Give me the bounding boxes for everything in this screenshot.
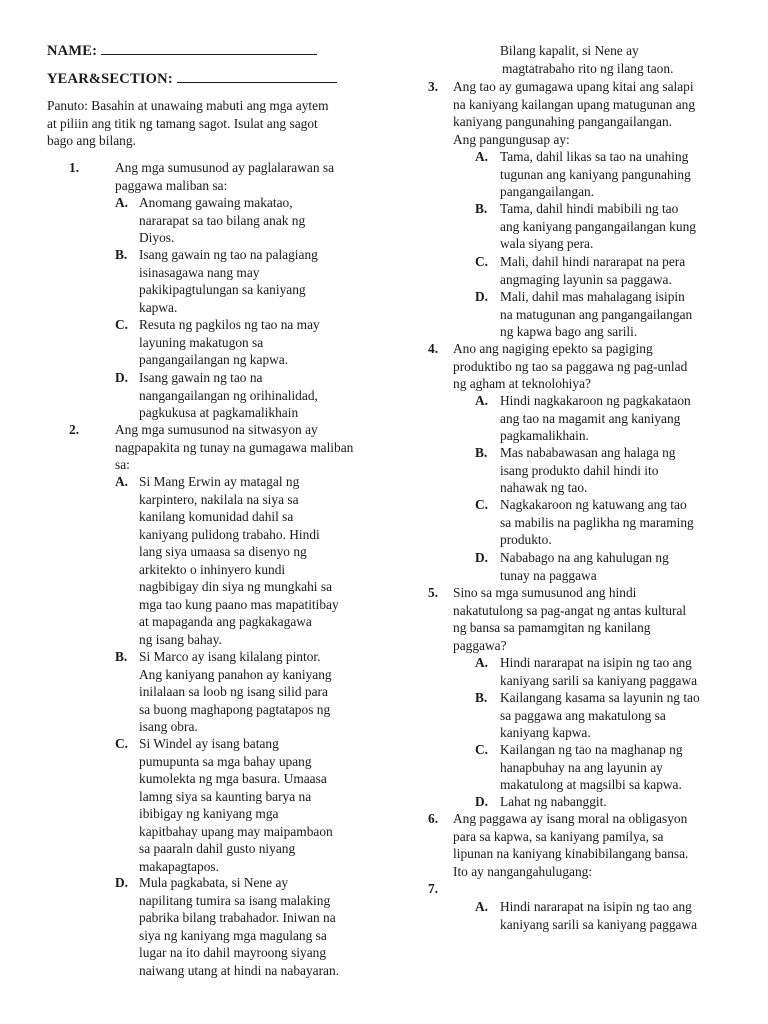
option-letter: A. — [115, 195, 129, 210]
option-text — [500, 689, 700, 742]
year-section-blank-line[interactable] — [177, 70, 337, 83]
option-line: sa buong maghapong pagtatapos ng — [139, 701, 331, 717]
question-stem-line: paggawa? — [453, 637, 507, 653]
question-stem-line: Ang mga sumusunod ay paglalarawan sa — [115, 160, 335, 175]
option-line: lang siya umaasa sa disenyo ng — [139, 544, 307, 559]
question-stem-line: Ang paggawa ay isang moral na obligasyon — [453, 811, 688, 826]
option-text — [139, 874, 339, 979]
option-letter: D. — [115, 875, 129, 890]
option-letter: A. — [115, 474, 129, 489]
option-line: angmaging layunin sa paggawa. — [500, 271, 672, 287]
option-line: lamng siya sa kaunting barya na — [139, 788, 312, 804]
option-text — [500, 549, 669, 584]
question-number: 6. — [428, 811, 439, 826]
option-line: napilitang tumira sa isang malaking — [139, 892, 331, 908]
option-text — [139, 316, 320, 369]
option-line: mga tao kung paano mas mapatitibay — [139, 596, 339, 612]
question-number: 1. — [69, 160, 80, 175]
option-letter: B. — [115, 247, 128, 262]
option-line: Mula pagkabata, si Nene ay — [139, 875, 289, 890]
option-line: Mali, dahil mas mahalagang isipin — [500, 289, 685, 304]
option-line: Tama, dahil hindi mabibili ng tao — [500, 201, 679, 216]
question-stem-line: Ano ang nagiging epekto sa pagiging — [453, 341, 653, 356]
option-text — [500, 200, 696, 253]
option-line: nararapat sa tao bilang anak ng — [139, 212, 306, 228]
option-line: kumolekta ng mga basura. Umaasa — [139, 771, 327, 786]
option-line: Isang gawain ng tao na palagiang — [139, 247, 318, 262]
option-line: kaniyang kapwa. — [500, 725, 591, 740]
option-line: Anomang gawaing makatao, — [139, 195, 293, 210]
option-line: kaniyang sarili sa kaniyang paggawa — [500, 672, 698, 688]
option-letter: B. — [475, 445, 488, 460]
question-stem-line: sa: — [115, 457, 130, 472]
option-line: nagbibigay din siya ng mungkahi sa — [139, 579, 333, 594]
question-stem-line: nagpapakita ng tunay na gumagawa maliban — [115, 439, 354, 455]
option-line: tugunan ang kaniyang pangunahing — [500, 166, 691, 182]
question-stem-line: ng agham at teknolohiya? — [453, 376, 591, 391]
instructions-line: bago ang bilang. — [47, 133, 136, 148]
option-line: ang tao na magamit ang kaniyang — [500, 410, 681, 426]
option-line: kaniyang pulidong trabaho. Hindi — [139, 526, 320, 542]
question-number: 4. — [428, 341, 439, 356]
question-number: 2. — [69, 422, 80, 437]
option-line: nahawak ng tao. — [500, 480, 588, 495]
question-stem-line: kaniyang pangunahing pangangailangan. — [453, 114, 673, 129]
option-line: pakikipagtulungan sa kaniyang — [139, 282, 306, 297]
option-letter: D. — [475, 794, 489, 809]
option-text — [139, 648, 332, 736]
option-line: Hindi nararapat na isipin ng tao ang — [500, 655, 692, 670]
option-text — [500, 42, 673, 77]
question-stem — [453, 584, 686, 654]
option-line: pumupunta sa mga bahay upang — [139, 753, 312, 769]
option-line: sa mabilis na paglikha ng maraming — [500, 514, 694, 530]
option-text — [139, 246, 318, 316]
option-text — [500, 288, 692, 341]
option-line: tunay na paggawa — [500, 567, 597, 583]
option-line: inilalaan sa loob ng isang silid para — [139, 684, 328, 699]
option-line: sa paggawa ang makatulong sa — [500, 707, 666, 723]
option-line: ng isang bahay. — [139, 631, 222, 647]
question-stem-line: lipunan na kaniyang kinabibilangang bansa. — [453, 846, 689, 861]
question-number: 5. — [428, 585, 439, 600]
option-line: makapagtapos. — [139, 858, 219, 874]
question-stem-line: produktibo ng tao sa paggawa ng pag-unlad — [453, 358, 688, 374]
question-stem-line: ng bansa sa pamamgitan ng kanilang — [453, 620, 651, 635]
option-line: Kailangang kasama sa layunin ng tao — [500, 690, 700, 705]
option-text — [139, 735, 333, 875]
option-line: Si Mang Erwin ay matagal ng — [139, 474, 300, 489]
option-text — [500, 793, 607, 811]
option-line: isinasagawa nang may — [139, 264, 260, 280]
option-line: pangangailangan ng kapwa. — [139, 352, 289, 367]
option-line: sa paaraln dahil gusto niyang — [139, 841, 296, 856]
question-stem-line: para sa kapwa, sa kaniyang pamilya, sa — [453, 828, 664, 844]
question-stem — [115, 421, 353, 474]
option-line: siya ng kaniyang mga magulang sa — [139, 927, 327, 943]
option-text — [500, 741, 683, 794]
option-line: Bilang kapalit, si Nene ay — [500, 43, 639, 58]
option-text — [500, 392, 691, 445]
option-text — [500, 654, 697, 689]
question-stem-line: Ito ay nangangahulugang: — [453, 863, 593, 879]
option-line: karpintero, nakilala na siya sa — [139, 491, 299, 507]
option-letter: A. — [475, 899, 489, 914]
instructions-line: Panuto: Basahin at unawaing mabuti ang mga aytem — [47, 98, 329, 113]
option-text — [139, 473, 339, 648]
option-letter: A. — [475, 655, 489, 670]
option-text — [500, 253, 685, 288]
option-text — [500, 898, 697, 933]
option-line: naiwang utang at hindi na nabayaran. — [139, 962, 340, 978]
option-line: Nagkakaroon ng katuwang ang tao — [500, 497, 687, 512]
option-line: nangangailangan ng orihinalidad, — [139, 387, 318, 403]
option-line: Si Windel ay isang batang — [139, 736, 279, 751]
option-line: Kailangan ng tao na maghanap ng — [500, 742, 683, 757]
option-line: pagkukusa at pagkamalikhain — [139, 405, 299, 420]
option-line: layuning makatugon sa — [139, 334, 264, 350]
option-line: na matugunan ang pangangailangan — [500, 306, 693, 322]
option-line: Lahat ng nabanggit. — [500, 794, 607, 809]
question-stem — [453, 78, 695, 148]
year-section-label: YEAR&SECTION: — [47, 71, 173, 87]
option-text — [500, 148, 691, 201]
option-line: kanilang komunidad dahil sa — [139, 509, 294, 524]
option-letter: B. — [475, 201, 488, 216]
option-line: kapwa. — [139, 299, 178, 315]
option-line: Resuta ng pagkilos ng tao na may — [139, 317, 320, 332]
option-letter: A. — [475, 393, 489, 408]
option-line: Diyos. — [139, 230, 175, 245]
option-line: kaniyang sarili sa kaniyang paggawa — [500, 916, 698, 932]
option-letter: D. — [115, 370, 129, 385]
option-letter: D. — [475, 550, 489, 565]
option-letter: A. — [475, 149, 489, 164]
option-line: Hindi nagkakaroon ng pagkakataon — [500, 393, 691, 408]
option-line: ibibigay ng kaniyang mga — [139, 806, 279, 821]
option-line: pangangailangan. — [500, 184, 595, 199]
option-line: wala siyang pera. — [500, 236, 594, 251]
question-stem-line: Sino sa mga sumusunod ang hindi — [453, 585, 637, 600]
question-number: 7. — [428, 881, 439, 896]
option-line: arkitekto o inhinyero kundi — [139, 561, 286, 577]
option-letter: C. — [475, 742, 489, 757]
option-line: pabrika bilang trabahador. Iniwan na — [139, 910, 336, 925]
option-text — [500, 496, 694, 549]
question-stem-line: na kaniyang kailangan upang matugunan ang — [453, 96, 696, 112]
option-line: Hindi nararapat na isipin ng tao ang — [500, 899, 692, 914]
option-letter: C. — [475, 254, 489, 269]
option-line: lugar na ito dahil mayroong siyang — [139, 945, 327, 960]
option-line: makatulong at magsilbi sa kapwa. — [500, 777, 682, 792]
option-line: Tama, dahil likas sa tao na unahing — [500, 149, 689, 164]
option-letter: C. — [475, 497, 489, 512]
question-stem-line: Ang pangungusap ay: — [453, 131, 570, 147]
option-line: ng kapwa bago ang sarili. — [500, 324, 638, 339]
option-letter: D. — [475, 289, 489, 304]
option-line: Mali, dahil hindi nararapat na pera — [500, 254, 686, 269]
option-line: hanapbuhay na ang layunin ay — [500, 759, 663, 775]
option-text — [139, 194, 305, 247]
option-line: isang produkto dahil hindi ito — [500, 462, 659, 478]
option-text — [500, 444, 676, 497]
option-text — [139, 369, 318, 422]
year-section-field[interactable] — [47, 70, 337, 88]
option-line: Isang gawain ng tao na — [139, 370, 263, 385]
question-stem-line: nakatutulong sa pag-angat ng antas kultural — [453, 602, 687, 618]
option-line: pagkamalikhain. — [500, 428, 589, 443]
question-stem-line: Ang tao ay gumagawa upang kitai ang salapi — [453, 79, 694, 94]
instructions — [47, 97, 352, 150]
option-letter: C. — [115, 317, 129, 332]
option-line: Nababago na ang kahulugan ng — [500, 550, 669, 565]
option-line: kapitbahay upang may maipambaon — [139, 823, 333, 839]
name-field[interactable] — [47, 42, 317, 60]
option-letter: B. — [115, 649, 128, 664]
name-blank-line[interactable] — [101, 42, 317, 55]
question-stem-line: Ang mga sumusunod na sitwasyon ay — [115, 422, 318, 437]
question-stem-line: paggawa maliban sa: — [115, 177, 228, 193]
option-line: Ang kaniyang panahon ay kaniyang — [139, 666, 332, 682]
option-line: Mas nababawasan ang halaga ng — [500, 445, 676, 460]
option-letter: B. — [475, 690, 488, 705]
option-line: Si Marco ay isang kilalang pintor. — [139, 649, 321, 664]
question-number: 3. — [428, 79, 439, 94]
option-letter: C. — [115, 736, 129, 751]
name-label: NAME: — [47, 43, 98, 59]
instructions-line: at piliin ang titik ng tamang sagot. Isulat ang sagot — [47, 115, 318, 131]
question-stem — [453, 340, 687, 393]
question-stem — [115, 159, 334, 194]
option-line: at mapaganda ang pagkakagawa — [139, 614, 312, 629]
question-stem — [453, 810, 688, 880]
option-line: produkto. — [500, 532, 552, 547]
option-line: magtatrabaho rito ng ilang taon. — [502, 60, 674, 76]
option-line: ang kaniyang pangangailangan kung — [500, 218, 696, 234]
option-line: isang obra. — [139, 719, 198, 734]
